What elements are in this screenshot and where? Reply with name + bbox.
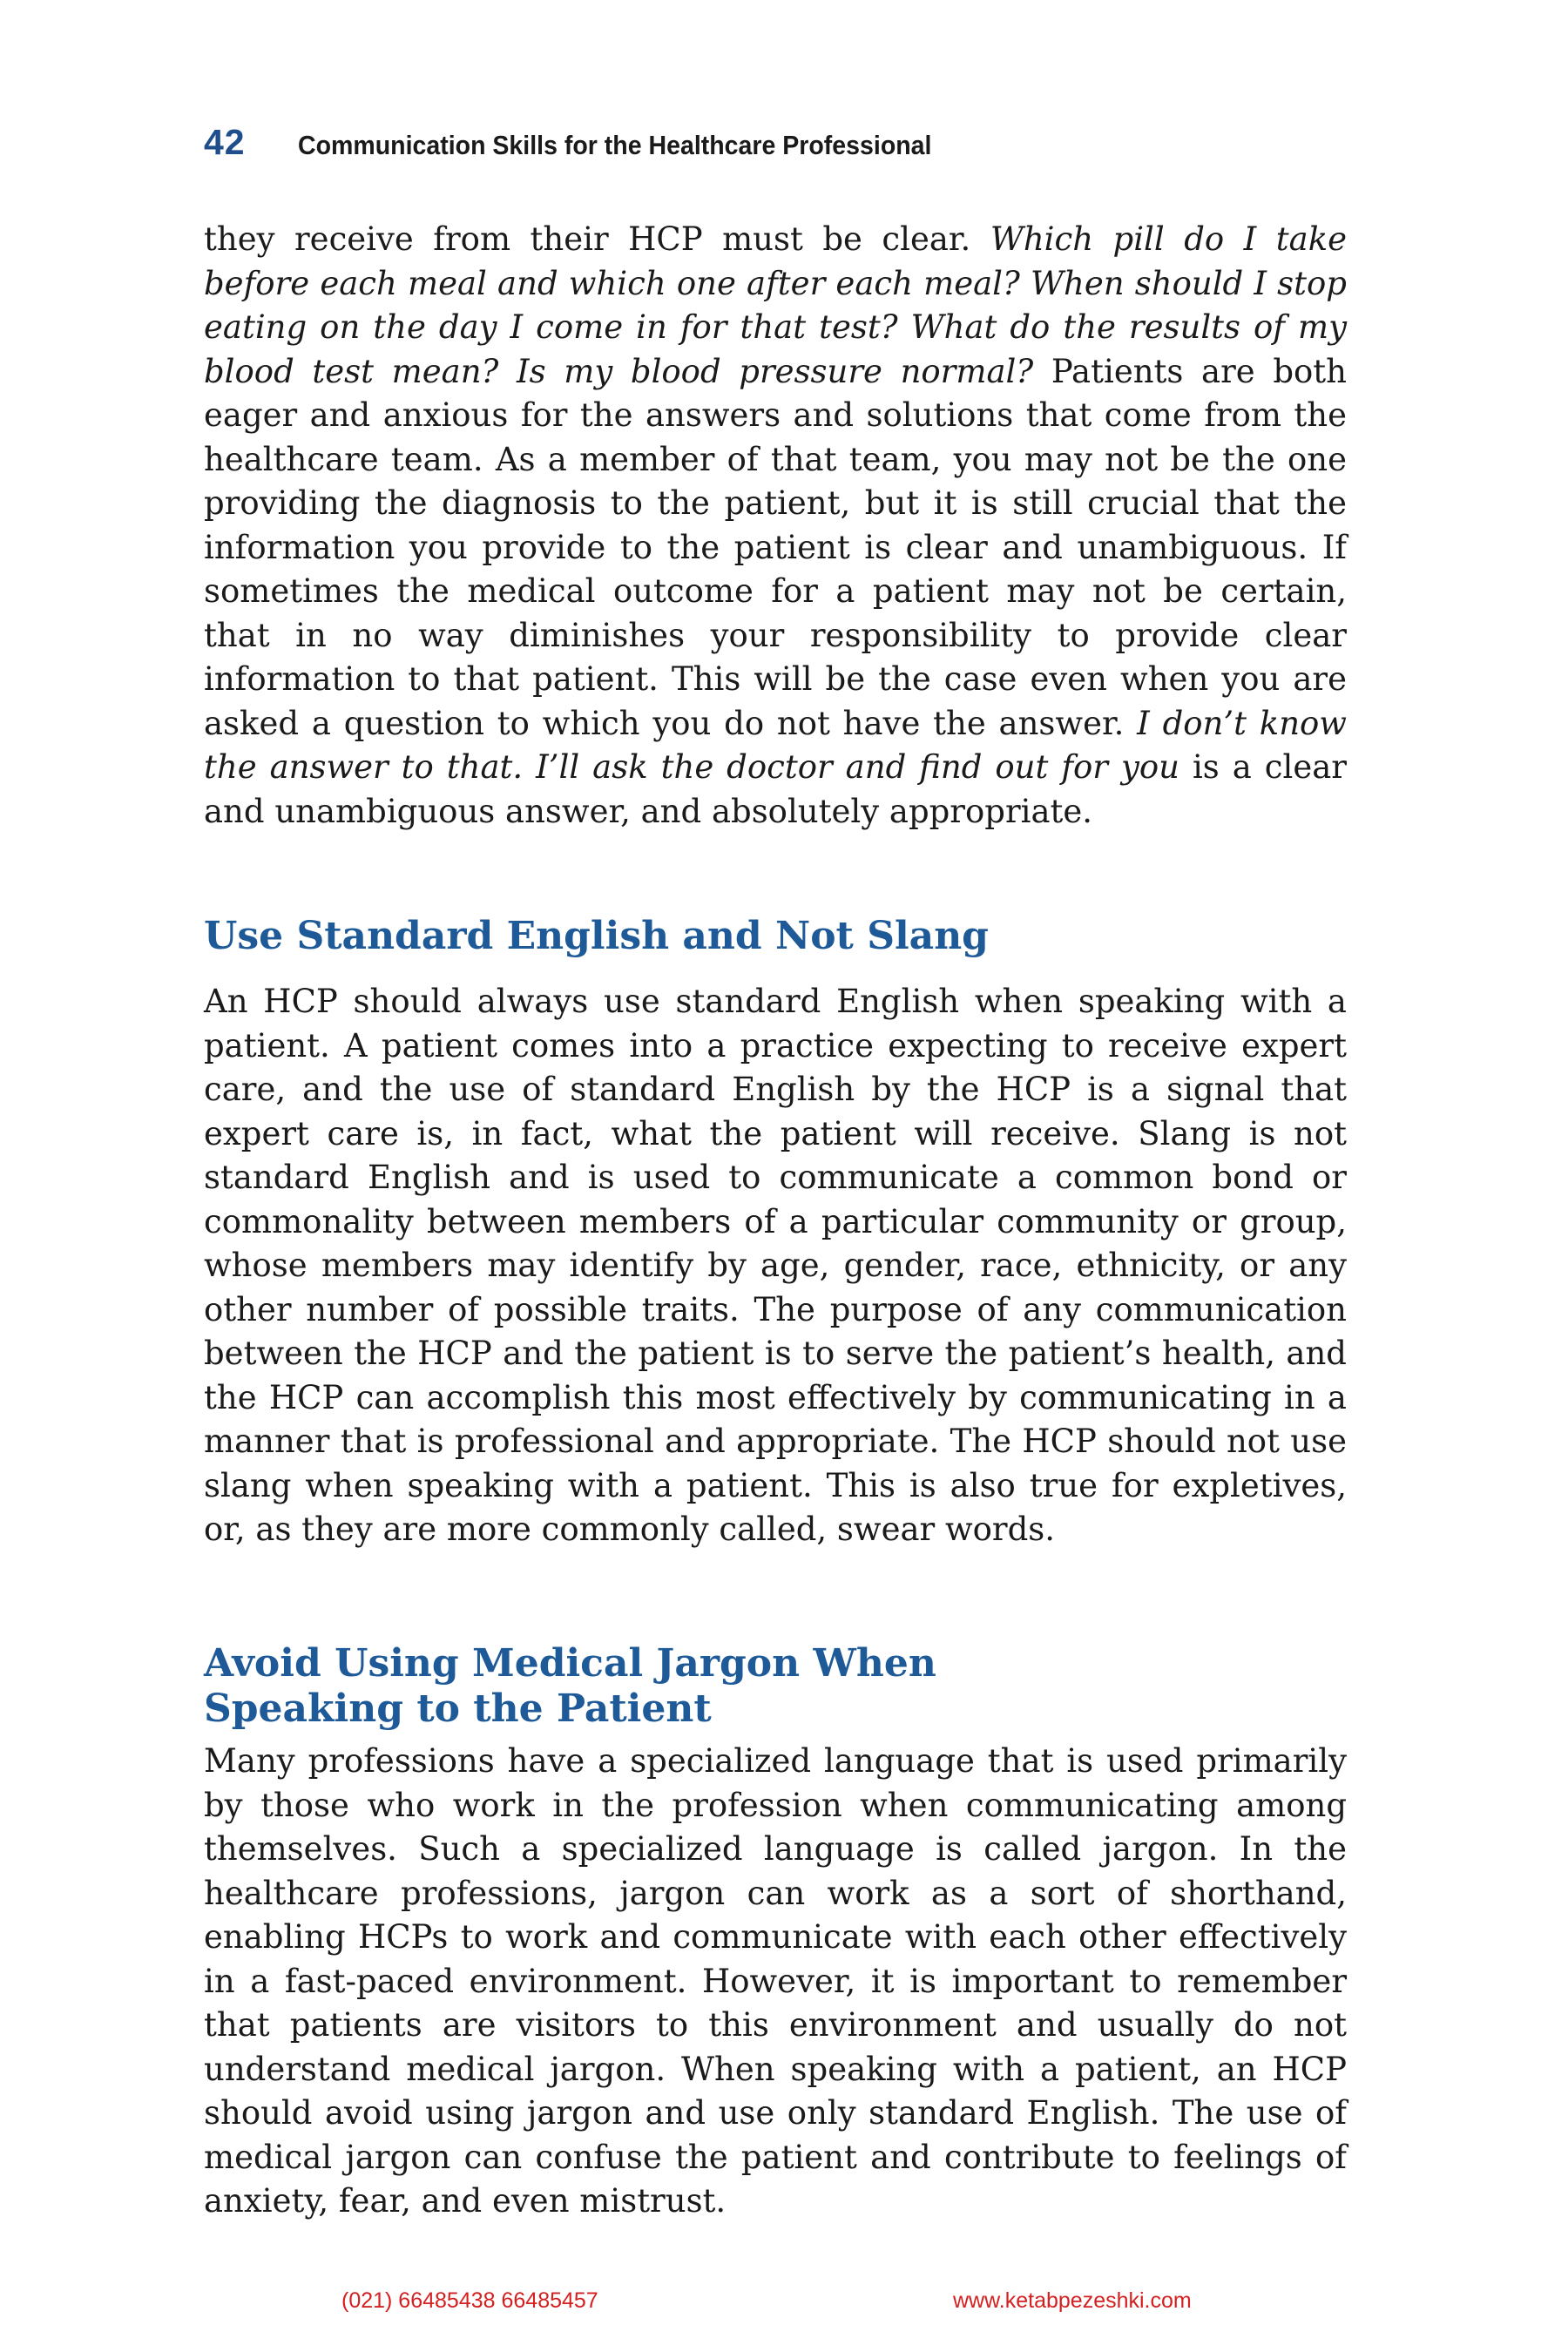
italic-patient-questions: Which pill do I take before each meal and which one after each meal? When should I stop eating on the day I come in for that test? What do the results of my blood test mean? Is my blood pressure normal? — [204, 220, 1348, 390]
footer-website: www.ketabpezeshki.com — [953, 2288, 1192, 2313]
page-number: 42 — [204, 122, 246, 162]
running-head — [204, 122, 986, 169]
heading-line: Avoid Using Medical Jargon When — [204, 1641, 936, 1686]
book-title: Communication Skills for the Healthcare Professional — [297, 130, 932, 160]
body-paragraph: An HCP should always use standard English when speaking with a patient. A patient comes into a practice expecting to receive expert care, and the use of standard English by the HCP is a signal that expert care is, in fact, what the patient will receive. Slang is not standard English and is used to communicate a common bond or commonality between members of a particular community or group, whose members may identify by age, gender, race, ethnicity, or any other number of possible traits. The purpose of any communication between the HCP and the patient is to serve the patient’s health, and the HCP can accomplish this most effectively by communicating in a manner that is professional and appropriate. The HCP should not use slang when speaking with a patient. This is also true for expletives, or, as they are more commonly called, swear words. — [204, 983, 1347, 1548]
body-paragraph — [204, 218, 1347, 834]
paragraph-text: Patients are both eager and anxious for the answers and solutions that come from the healthcare team. As a member of that team, you may not be the one providing the diagnosis to the patient, but it is still crucial that the information you provide to the patient is clear and unambiguous. If sometimes the medical outcome for a patient may not be certain, that in no way diminishes your responsibility to provide clear information to that patient. This will be the case even when you are asked a question to which you do not have the answer. — [204, 352, 1347, 742]
heading-line: Speaking to the Patient — [204, 1686, 712, 1731]
section-heading — [204, 1641, 1347, 1732]
paragraph-text: they receive from their HCP must be clear. — [204, 220, 990, 258]
body-paragraph: Many professions have a specialized language that is used primarily by those who work in the profession when communicating among themselves. Such a specialized language is called jargon. In the healthcare professions, jargon can work as a sort of shorthand, enabling HCPs to work and communicate with each other effectively in a fast-paced environment. However, it is important to remember that patients are visitors to this environment and usually do not understand medical jargon. When speaking with a patient, an HCP should avoid using jargon and use only standard English. The use of medical jargon can confuse the patient and contribute to feelings of anxiety, fear, and even mistrust. — [204, 1742, 1347, 2220]
paragraph-text: is a clear and unambiguous answer, and absolutely appropriate. — [204, 748, 1347, 830]
footer-phone: (021) 66485438 66485457 — [341, 2288, 598, 2313]
italic-example-answer: I don’t know the answer to that. I’ll ask the doctor and find out for you — [204, 704, 1347, 786]
section-heading: Use Standard English and Not Slang — [204, 914, 989, 958]
